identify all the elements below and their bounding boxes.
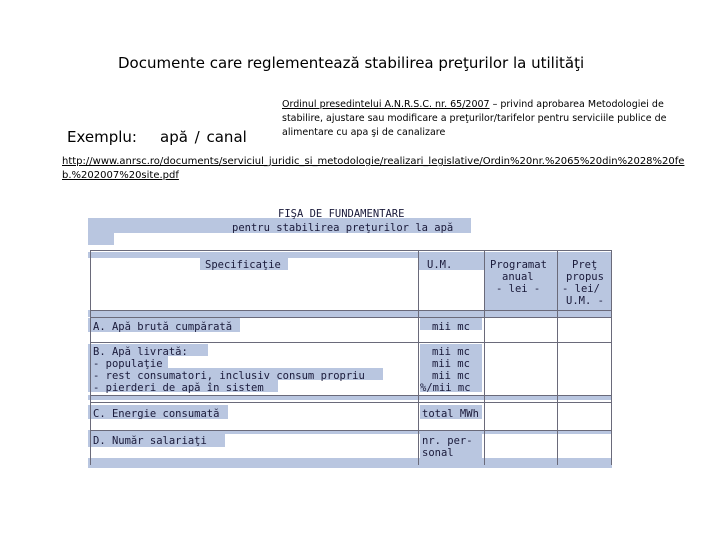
row-b3-um: %/mii mc [420,382,471,394]
row-b1-label: - populaţie [93,358,163,370]
ordin-text: – privind aprobarea Metodologiei de stabilire, ajustare sau modificare a preţurilor/tarifelor pentru serviciile publice de alimentare cu apa şi de canalizare [282,99,667,138]
row-a-label: A. Apă brută cumpărată [93,321,233,333]
col-prog-header-1: Programat [490,259,547,271]
col-pret-header-4: U.M. - [566,295,604,307]
document-url-link[interactable]: http://www.anrsc.ro/documents/serviciul_juridic_si_metodologie/realizari_legislative/Ordin%20nr.%2065%20din%2028%20feb.%202007%20site.pdf [62,156,685,181]
example-label: Exemplu: [67,128,137,146]
ordin-description [282,98,682,140]
col-um-header: U.M. [427,259,453,271]
col-prog-header-2: anual [502,271,534,283]
row-b2-um: mii mc [432,370,470,382]
col-pret-header-1: Preţ [572,259,598,271]
example-value: apă / canal [160,128,247,146]
col-pret-header-2: propus [566,271,604,283]
form-subtitle: pentru stabilirea preţurilor la apă [232,222,454,234]
col-prog-header-3: - lei - [496,283,541,295]
col-spec-header: Specificaţie [205,259,281,271]
form-title: FIŞA DE FUNDAMENTARE [278,208,405,220]
page-title: Documente care reglementează stabilirea preţurilor la utilităţi [118,54,585,72]
row-b3-label: - pierderi de apă în sistem [93,382,264,394]
row-b-um: mii mc [432,346,470,358]
row-d-label: D. Număr salariaţi [93,435,207,447]
row-d-um-1: nr. per- [422,435,473,447]
row-a-um: mii mc [432,321,470,333]
row-b2-label: - rest consumatori, inclusiv consum propriu [93,370,365,382]
row-d-um-2: sonal [422,447,454,459]
col-pret-header-3: - lei/ [562,283,600,295]
row-b1-um: mii mc [432,358,470,370]
row-b-label: B. Apă livrată: [93,346,188,358]
row-c-um: total MWh [422,408,479,420]
ordin-link[interactable]: Ordinul presedintelui A.N.R.S.C. nr. 65/2007 [282,99,490,110]
row-c-label: C. Energie consumată [93,408,220,420]
